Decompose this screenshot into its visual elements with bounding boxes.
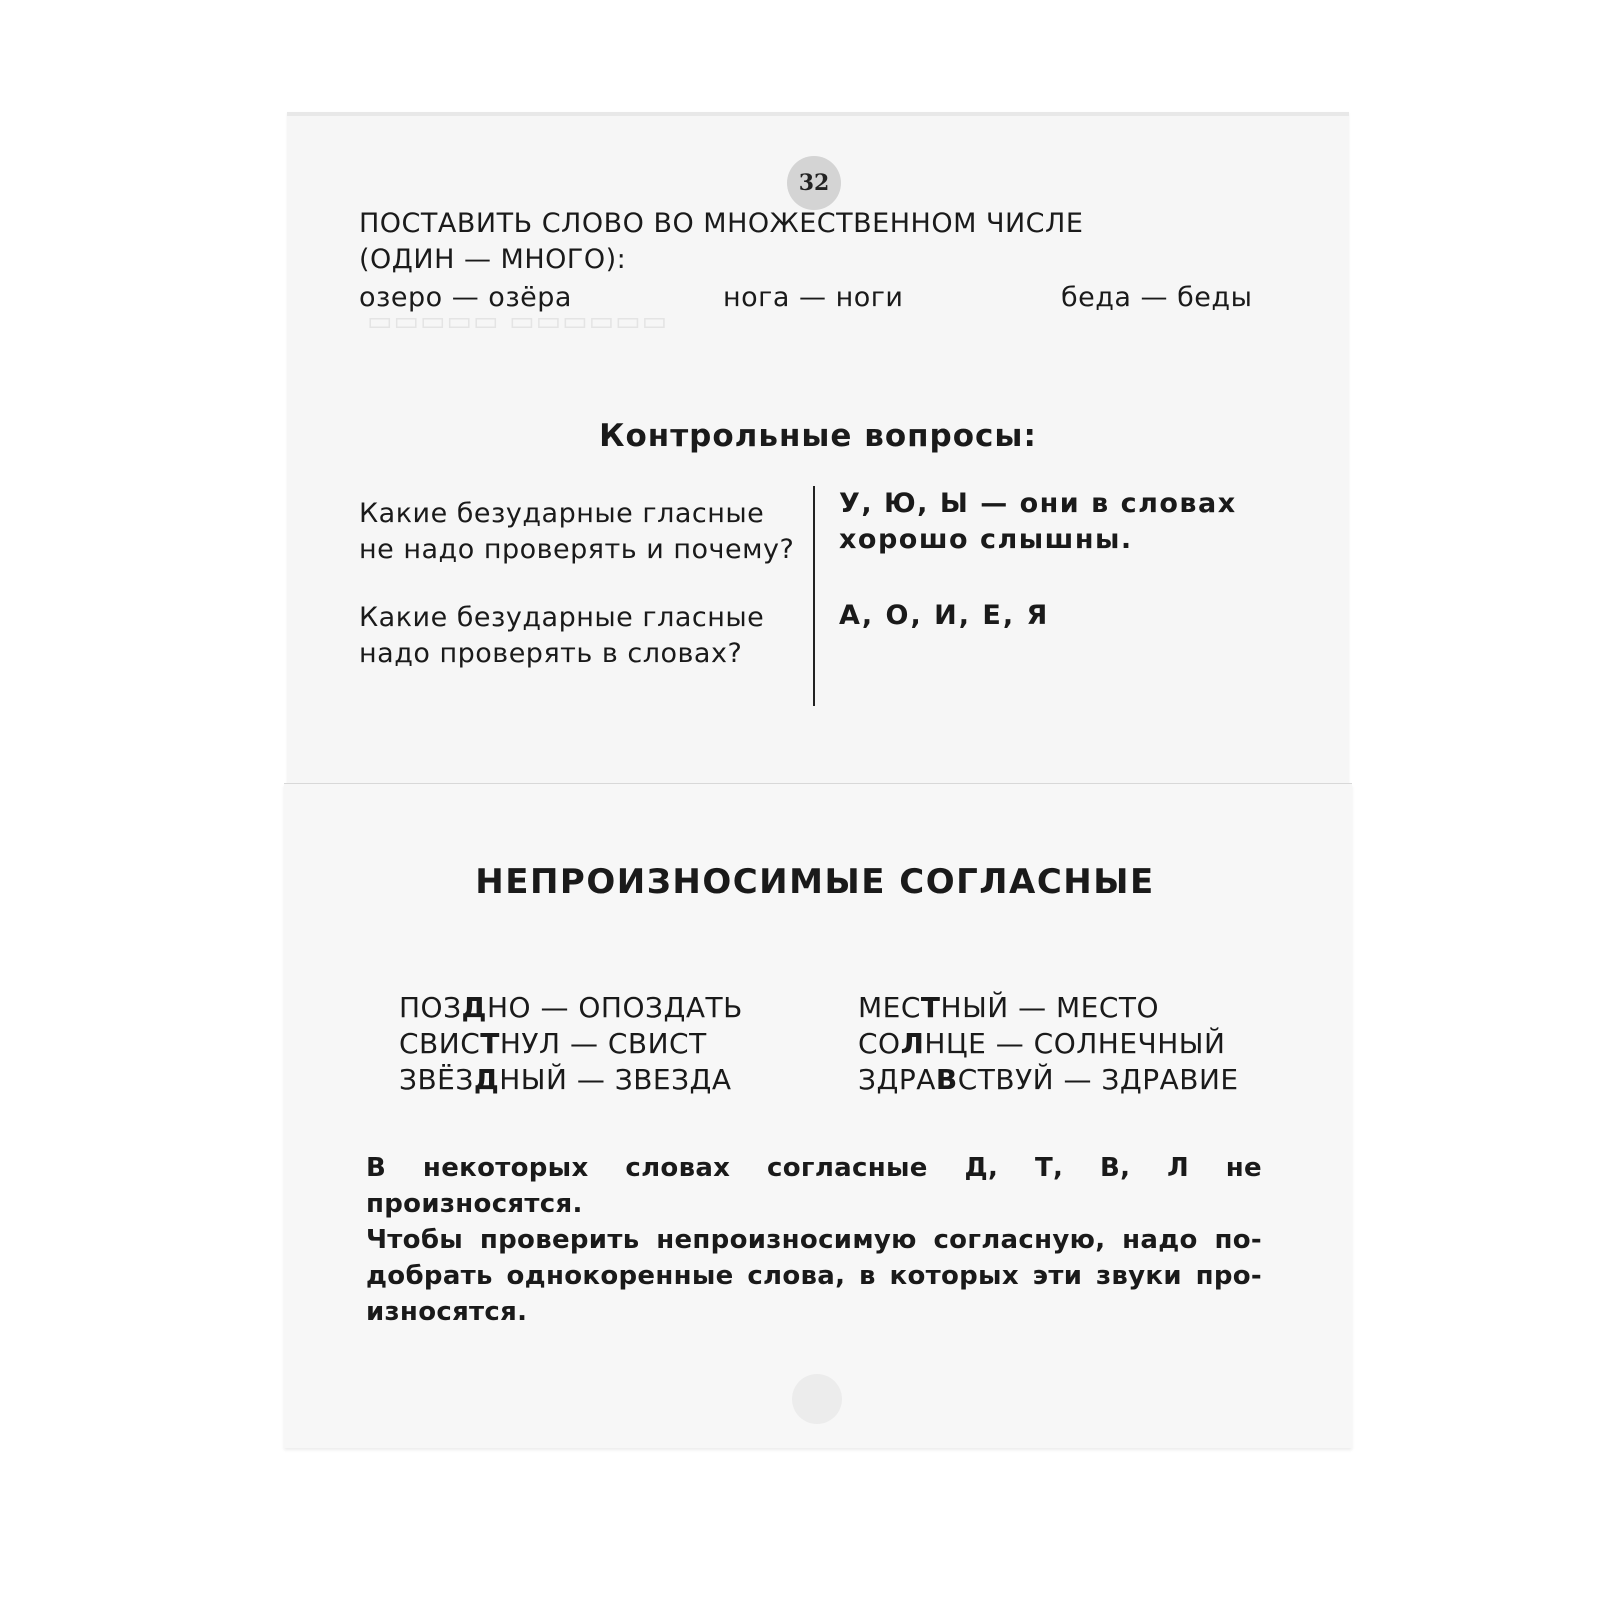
question-1-line-1: Какие безударные гласные [359, 498, 765, 529]
word-part: ПОЗ [399, 991, 462, 1024]
word-pair-left-1 [399, 990, 743, 1026]
word-part: НЫЙ — ЗВЕЗДА [499, 1063, 732, 1096]
rule-paragraph [366, 1150, 1262, 1330]
rule-line-4: износятся. [366, 1297, 528, 1327]
word-part: НЦЕ — СОЛНЕЧНЫЙ [924, 1027, 1226, 1060]
answer-1-line-2: хорошо слышны. [839, 524, 1133, 555]
word-part: ЗДРА [858, 1063, 936, 1096]
silent-letter: Л [900, 1027, 925, 1060]
silent-letter: Д [473, 1063, 500, 1096]
silent-letter: В [935, 1063, 958, 1096]
answer-1-line-1: У, Ю, Ы — они в словах [839, 488, 1237, 519]
page-number-badge: 32 [787, 156, 841, 210]
question-2-line-1: Какие безударные гласные [359, 602, 765, 633]
answer-2-line-1: А, О, И, Е, Я [839, 600, 1050, 631]
example-pair-1: озеро — озёра [359, 282, 572, 313]
top-page [287, 112, 1349, 788]
rule-line-2: Чтобы проверить непроизносимую согласную, надо по- [366, 1225, 1262, 1255]
qa-divider [813, 486, 815, 706]
example-pair-3: беда — беды [1061, 282, 1253, 313]
word-part: НЫЙ — МЕСТО [940, 991, 1160, 1024]
word-part: СТВУЙ — ЗДРАВИЕ [957, 1063, 1239, 1096]
word-part: ЗВЁЗ [399, 1063, 474, 1096]
instruction-line-1: ПОСТАВИТЬ СЛОВО ВО МНОЖЕСТВЕННОМ ЧИСЛЕ [359, 208, 1084, 239]
word-pair-right-1 [858, 990, 1159, 1026]
show-through-decoration: ▭▭▭▭▭ ▭▭▭▭▭▭ [367, 306, 669, 337]
silent-letter: Д [461, 991, 487, 1024]
question-1-line-2: не надо проверять и почему? [359, 534, 795, 565]
bottom-page [284, 784, 1352, 1448]
rule-line-3: добрать однокоренные слова, в которых эти звуки про- [366, 1261, 1262, 1291]
control-questions-title: Контрольные вопросы: [599, 418, 1037, 454]
instruction-line-2: (ОДИН — МНОГО): [359, 244, 627, 275]
word-pair-right-3 [858, 1062, 1239, 1098]
word-part: НУЛ — СВИСТ [499, 1027, 707, 1060]
word-pair-left-2 [399, 1026, 707, 1062]
show-through-page-badge [792, 1374, 842, 1424]
silent-letter: Т [920, 991, 941, 1024]
word-part: НО — ОПОЗДАТЬ [486, 991, 743, 1024]
section-title: НЕПРОИЗНОСИМЫЕ СОГЛАСНЫЕ [475, 862, 1155, 902]
word-part: СО [858, 1027, 901, 1060]
example-pair-2: нога — ноги [723, 282, 904, 313]
rule-line-1: В некоторых словах согласные Д, Т, В, Л не произносятся. [366, 1153, 1262, 1219]
silent-letter: Т [480, 1027, 500, 1060]
word-pair-left-3 [399, 1062, 732, 1098]
booklet [287, 112, 1349, 1450]
word-pair-right-2 [858, 1026, 1225, 1062]
word-part: СВИС [399, 1027, 481, 1060]
word-part: МЕС [858, 991, 921, 1024]
question-2-line-2: надо проверять в словах? [359, 638, 743, 669]
